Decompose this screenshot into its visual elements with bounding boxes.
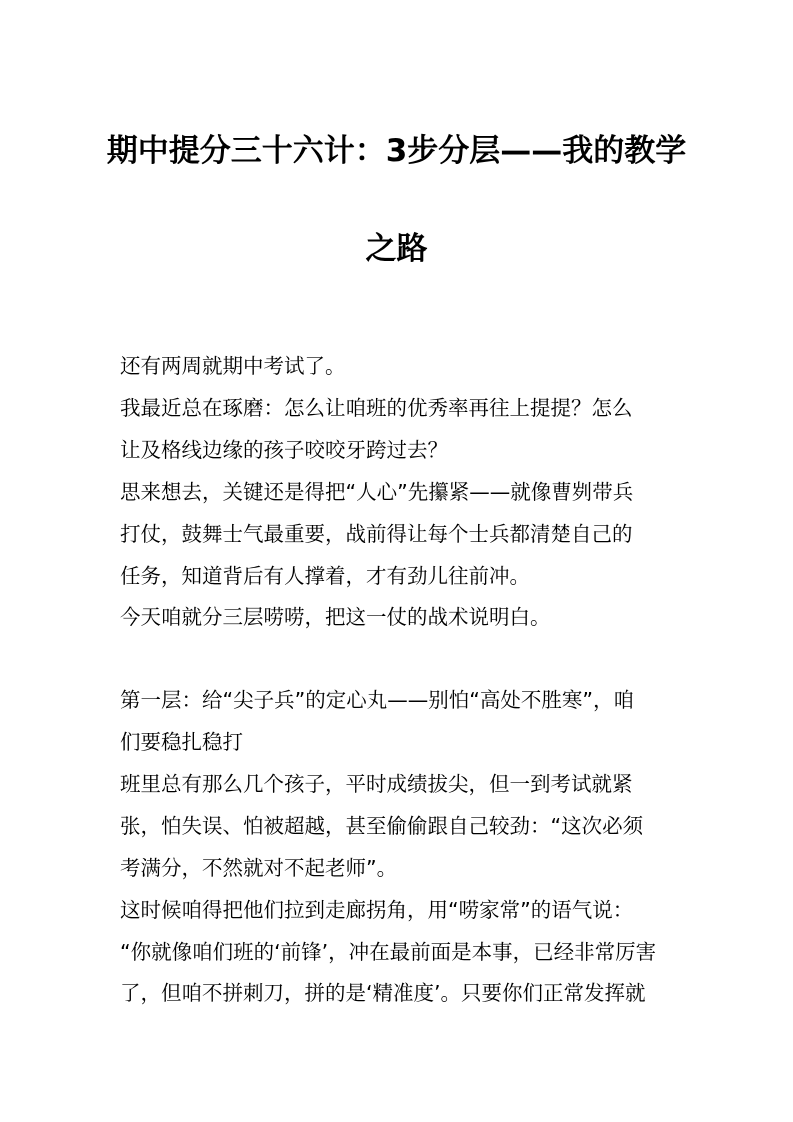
paragraph-line: 让及格线边缘的孩子咬咬牙跨过去？ <box>120 438 448 462</box>
paragraph-line: 我最近总在琢磨：怎么让咱班的优秀率再往上提提？怎么 <box>120 396 633 420</box>
document-title-line-2: 之路 <box>365 231 428 267</box>
paragraph-line: “你就像咱们班的‘前锋’，冲在最前面是本事，已经非常厉害 <box>120 940 657 964</box>
paragraph-line: 思来想去，关键还是得把“人心”先攥紧——就像曹刿带兵 <box>120 480 634 504</box>
paragraph-line: 这时候咱得把他们拉到走廊拐角，用“唠家常”的语气说： <box>120 898 634 922</box>
paragraph-line: 今天咱就分三层唠唠，把这一仗的战术说明白。 <box>120 605 551 629</box>
paragraph-line: 还有两周就期中考试了。 <box>120 354 346 378</box>
paragraph-line: 班里总有那么几个孩子，平时成绩拔尖，但一到考试就紧 <box>120 772 633 796</box>
document-title-line-1: 期中提分三十六计：3步分层——我的教学 <box>106 133 687 169</box>
section-heading-line: 第一层：给“尖子兵”的定心丸——别怕“高处不胜寒”，咱 <box>120 688 634 712</box>
paragraph-line: 打仗，鼓舞士气最重要，战前得让每个士兵都清楚自己的 <box>120 522 633 546</box>
section-heading-line: 们要稳扎稳打 <box>120 730 243 754</box>
paragraph-line: 了，但咱不拼刺刀，拼的是‘精准度’。只要你们正常发挥就 <box>120 981 646 1005</box>
paragraph-line: 任务，知道背后有人撑着，才有劲儿往前冲。 <box>120 564 530 588</box>
paragraph-line: 考满分，不然就对不起老师”。 <box>120 856 398 880</box>
paragraph-line: 张，怕失误、怕被超越，甚至偷偷跟自己较劲：“这次必须 <box>120 814 644 838</box>
